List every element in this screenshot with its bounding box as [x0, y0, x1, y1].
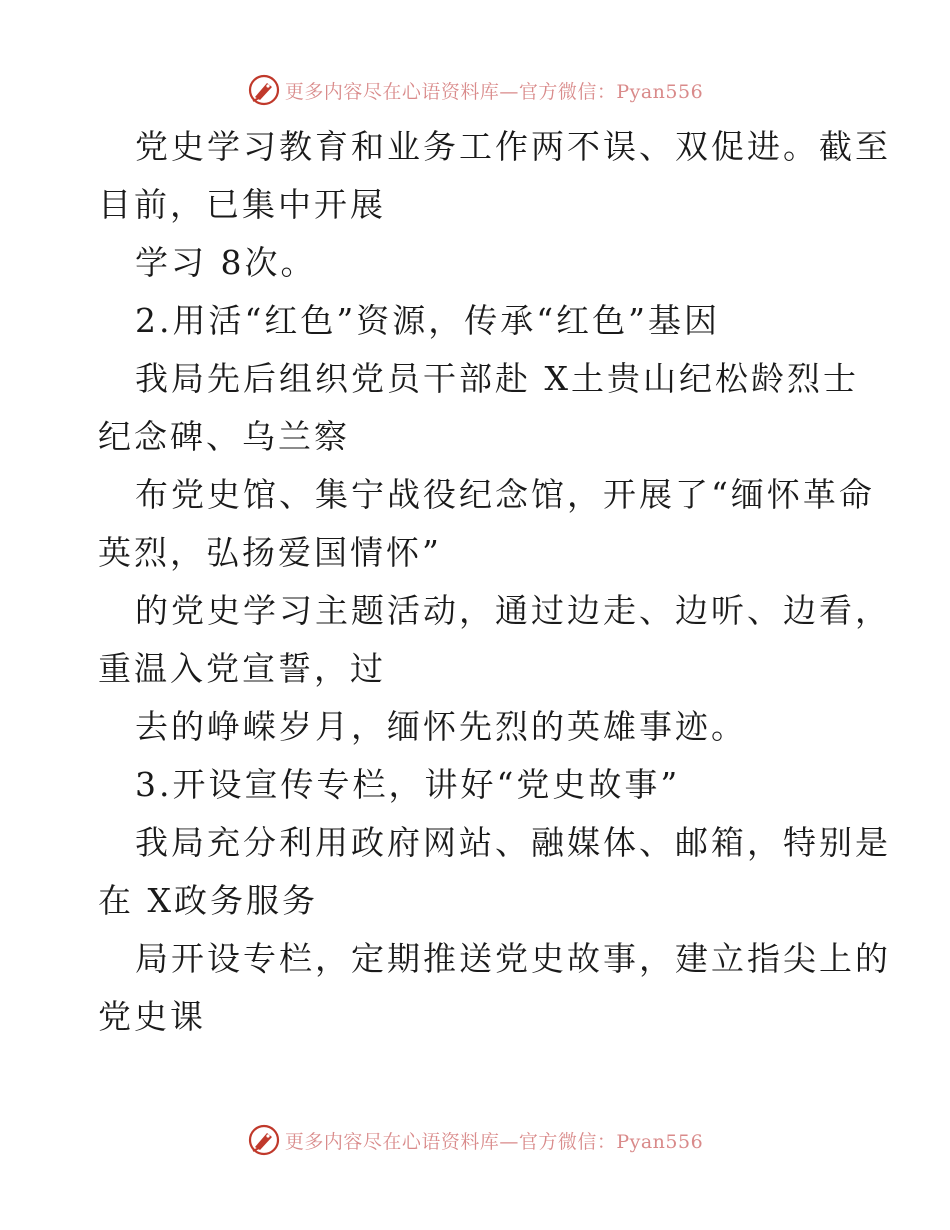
text-line: 的党史学习主题活动，通过边走、边听、边看，: [135, 591, 891, 630]
text-line: 2.用活“红色”资源，传承“红色”基因: [135, 301, 720, 340]
pen-nib-logo-icon: [247, 73, 281, 107]
text-line: 3.开设宣传专栏，讲好“党史故事”: [135, 765, 681, 804]
text-line: 重温入党宣誓，过: [98, 649, 386, 688]
text-line: 党史学习教育和业务工作两不误、双促进。截至: [135, 127, 891, 166]
watermark-text: 更多内容尽在心语资料库—官方微信：Pyan556: [284, 80, 704, 103]
footer-watermark: [0, 1120, 950, 1160]
text-line: 去的峥嵘岁月，缅怀先烈的英雄事迹。: [135, 707, 747, 746]
pen-nib-logo-icon: [247, 1123, 281, 1157]
text-line: 学习 8次。: [135, 243, 317, 282]
text-line: 局开设专栏，定期推送党史故事，建立指尖上的: [135, 939, 891, 978]
text-line: 目前，已集中开展: [98, 185, 386, 224]
header-watermark: [0, 70, 950, 110]
text-line: 我局先后组织党员干部赴 X土贵山纪松龄烈士: [135, 359, 859, 398]
watermark-text: 更多内容尽在心语资料库—官方微信：Pyan556: [284, 1130, 704, 1153]
text-line: 纪念碑、乌兰察: [98, 417, 350, 456]
text-line: 布党史馆、集宁战役纪念馆，开展了“缅怀革命: [135, 475, 875, 514]
text-line: 党史课: [98, 997, 206, 1036]
text-line: 英烈，弘扬爱国情怀”: [98, 533, 442, 572]
document-body: [98, 118, 891, 1046]
text-line: 在 X政务服务: [98, 881, 318, 920]
text-line: 我局充分利用政府网站、融媒体、邮箱，特别是: [135, 823, 891, 862]
